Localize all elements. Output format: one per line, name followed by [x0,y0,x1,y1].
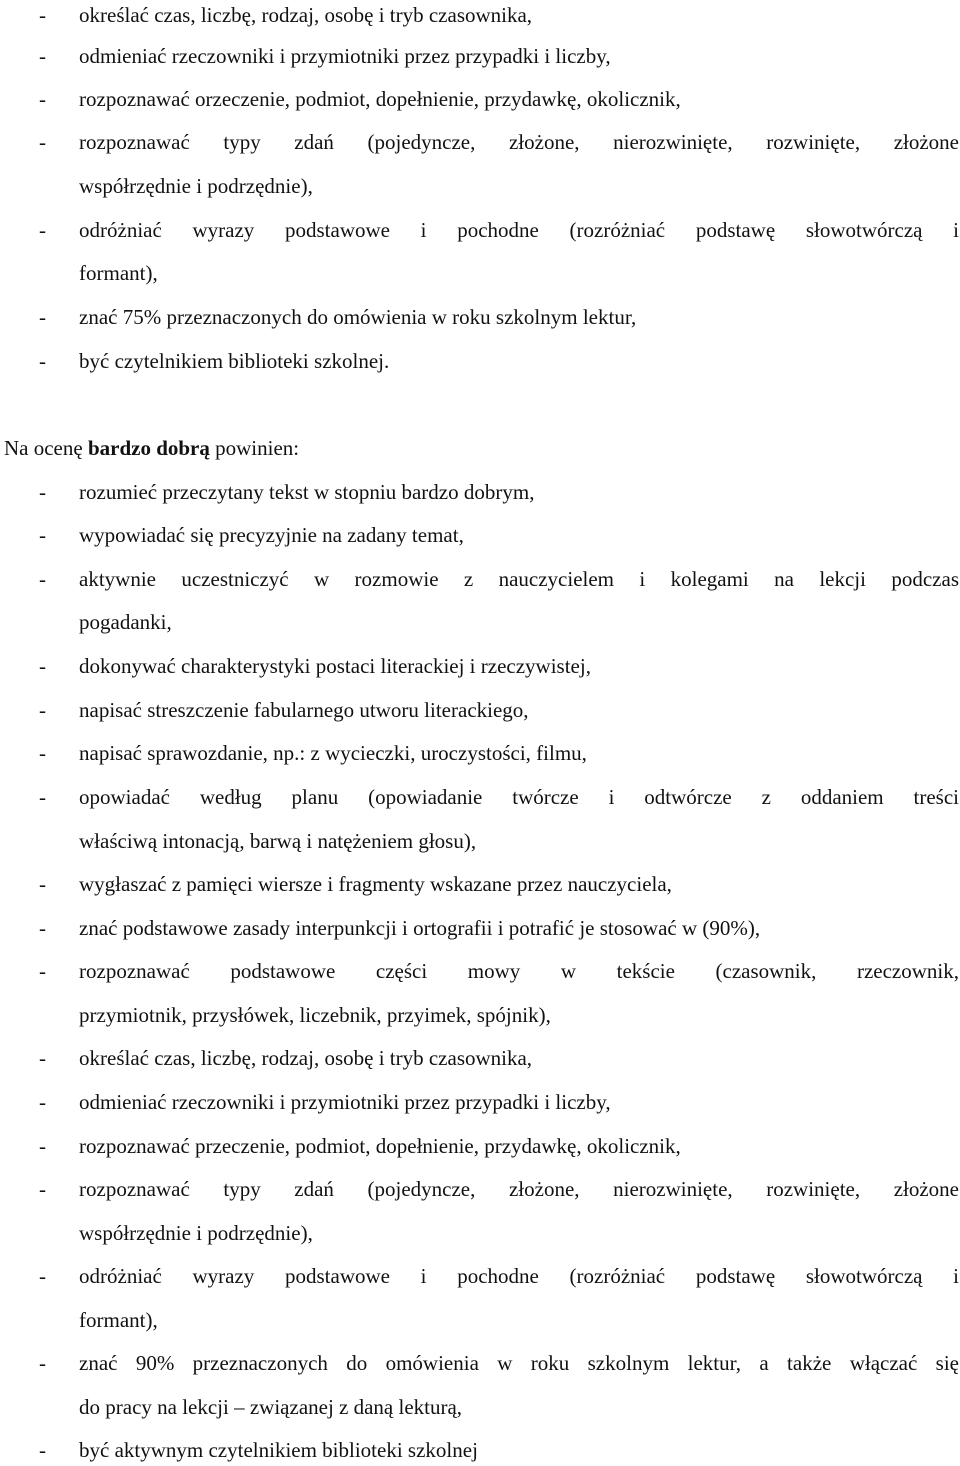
bullet-dash: - [39,218,46,242]
list-item [0,84,960,114]
list-item-continuation [0,1000,960,1030]
list-item [0,0,960,30]
bullet-dash: - [39,87,46,111]
list-item-continuation [0,607,960,637]
heading-grade: bardzo dobrą [87,436,210,460]
bullet-dash: - [39,916,46,940]
list-item-text: odmieniać rzeczowniki i przymiotniki przez przypadki i liczby, [79,44,611,68]
list-item [0,1131,960,1161]
list-item-text: formant), [79,261,158,285]
bullet-dash: - [39,1264,46,1288]
list-item-text: napisać streszczenie fabularnego utworu literackiego, [79,698,529,722]
list-item-continuation [0,171,960,201]
bullet-dash: - [39,44,46,68]
list-item [0,1261,960,1291]
list-item [0,1435,960,1465]
list-item [0,41,960,71]
list-item [0,782,960,812]
section-heading [0,433,960,463]
bullet-dash: - [39,1351,46,1375]
list-item-text: rozpoznawać typy zdań (pojedyncze, złożone, nierozwinięte, rozwinięte, złożone [79,130,959,154]
list-item-text: odróżniać wyrazy podstawowe i pochodne (rozróżniać podstawę słowotwórczą i [79,1264,959,1288]
list-item-text: współrzędnie i podrzędnie), [79,1221,313,1245]
list-item-text: pogadanki, [79,610,172,634]
list-item [0,869,960,899]
list-item-text: rozumieć przeczytany tekst w stopniu bardzo dobrym, [79,480,535,504]
list-item-text: napisać sprawozdanie, np.: z wycieczki, uroczystości, filmu, [79,741,587,765]
list-item-continuation [0,1392,960,1422]
list-item [0,738,960,768]
bullet-dash: - [39,1046,46,1070]
list-item-text: rozpoznawać przeczenie, podmiot, dopełnienie, przydawkę, okolicznik, [79,1134,681,1158]
heading-text [4,433,299,463]
bullet-dash: - [39,872,46,896]
bullet-dash: - [39,1438,46,1462]
list-item-continuation [0,1218,960,1248]
heading-prefix: Na ocenę [4,436,88,460]
list-item-text: rozpoznawać orzeczenie, podmiot, dopełnienie, przydawkę, okolicznik, [79,87,681,111]
bullet-dash: - [39,959,46,983]
list-item-text: być aktywnym czytelnikiem biblioteki szkolnej [79,1438,478,1462]
bullet-dash: - [39,349,46,373]
list-item-text: wypowiadać się precyzyjnie na zadany temat, [79,523,464,547]
list-item-text: aktywnie uczestniczyć w rozmowie z nauczycielem i kolegami na lekcji podczas [79,567,959,591]
list-item-continuation [0,826,960,856]
list-item-text: przymiotnik, przysłówek, liczebnik, przyimek, spójnik), [79,1003,551,1027]
list-item-continuation [0,1305,960,1335]
list-item-text: dokonywać charakterystyki postaci literackiej i rzeczywistej, [79,654,591,678]
list-item [0,956,960,986]
list-item-text: określać czas, liczbę, rodzaj, osobę i tryb czasownika, [79,3,533,27]
list-item-text: do pracy na lekcji – związanej z daną lekturą, [79,1395,463,1419]
list-item [0,564,960,594]
list-item-text: opowiadać według planu (opowiadanie twórcze i odtwórcze z oddaniem treści [79,785,959,809]
list-item-text: znać podstawowe zasady interpunkcji i ortografii i potrafić je stosować w (90%), [79,916,761,940]
bullet-dash: - [39,480,46,504]
list-item [0,1087,960,1117]
bullet-dash: - [39,1090,46,1114]
list-item [0,651,960,681]
list-item [0,1348,960,1378]
list-item-text: określać czas, liczbę, rodzaj, osobę i tryb czasownika, [79,1046,533,1070]
list-item-text: współrzędnie i podrzędnie), [79,174,313,198]
bullet-dash: - [39,785,46,809]
list-item [0,1174,960,1204]
list-item-text: rozpoznawać podstawowe części mowy w tekście (czasownik, rzeczownik, [79,959,959,983]
bullet-dash: - [39,654,46,678]
list-item [0,127,960,157]
list-item-text: rozpoznawać typy zdań (pojedyncze, złożone, nierozwinięte, rozwinięte, złożone [79,1177,959,1201]
list-item [0,477,960,507]
list-item [0,302,960,332]
bullet-dash: - [39,741,46,765]
bullet-dash: - [39,1134,46,1158]
list-item-text: znać 90% przeznaczonych do omówienia w roku szkolnym lektur, a także włączać się [79,1351,959,1375]
bullet-dash: - [39,305,46,329]
list-item-text: znać 75% przeznaczonych do omówienia w roku szkolnym lektur, [79,305,637,329]
list-item-text: formant), [79,1308,158,1332]
bullet-dash: - [39,567,46,591]
list-item [0,215,960,245]
list-item-text: odróżniać wyrazy podstawowe i pochodne (rozróżniać podstawę słowotwórczą i [79,218,959,242]
list-item [0,695,960,725]
list-item [0,1043,960,1073]
bullet-dash: - [39,1177,46,1201]
list-item-text: odmieniać rzeczowniki i przymiotniki przez przypadki i liczby, [79,1090,611,1114]
list-item-text: właściwą intonacją, barwą i natężeniem głosu), [79,829,477,853]
bullet-dash: - [39,3,46,27]
list-item-text: wygłaszać z pamięci wiersze i fragmenty wskazane przez nauczyciela, [79,872,672,896]
list-item-text: być czytelnikiem biblioteki szkolnej. [79,349,390,373]
list-item [0,913,960,943]
bullet-dash: - [39,523,46,547]
bullet-dash: - [39,698,46,722]
list-item [0,346,960,376]
list-item [0,520,960,550]
list-item-continuation [0,258,960,288]
bullet-dash: - [39,130,46,154]
heading-suffix: powinien: [209,436,300,460]
